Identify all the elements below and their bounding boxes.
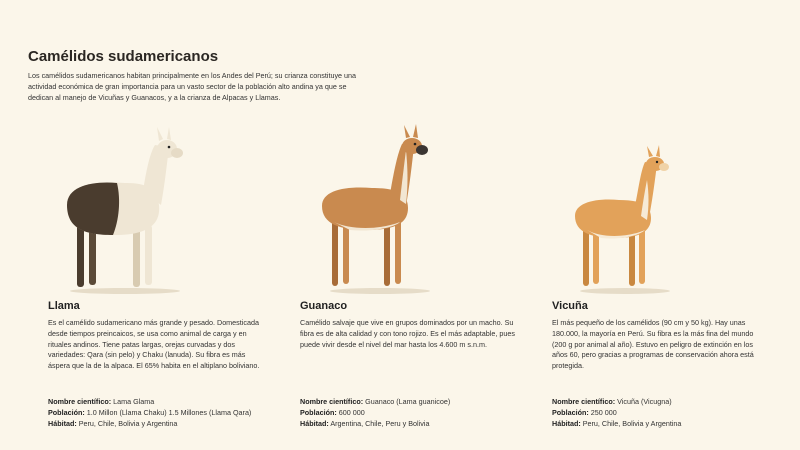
population-value: 600 000 (338, 408, 365, 417)
population-value: 1.0 Millon (Llama Chaku) 1.5 Millones (Llama Qara) (86, 408, 252, 417)
fact-label: Nombre científico: (552, 397, 616, 406)
fact-label: Población: (552, 408, 589, 417)
scientific-name-value: Vicuña (Vicugna) (617, 397, 672, 406)
guanaco-illustration (310, 120, 450, 295)
animal-description: El más pequeño de los camélidos (90 cm y 50 kg). Hay unas 180.000, la mayoría en Perú. Su fibra es la más fina del mundo (200 g por animal al año). Estuvo en peligro de extinción en los años 60, pero gracias a programas de conservación ahora está protegida. (552, 318, 754, 371)
animal-card-llama (48, 300, 263, 429)
animal-name: Guanaco (300, 300, 348, 312)
fact-label: Hábitad: (300, 419, 329, 428)
vicuna-illustration (565, 140, 685, 295)
animal-facts (48, 396, 263, 429)
fact-label: Población: (48, 408, 85, 417)
animal-facts (300, 396, 515, 429)
page-title: Camélidos sudamericanos (28, 48, 219, 65)
habitat-value: Peru, Chile, Bolivia y Argentina (78, 419, 178, 428)
animal-card-vicuna (552, 300, 767, 429)
animal-card-guanaco (300, 300, 515, 429)
fact-label: Nombre científico: (48, 397, 112, 406)
fact-label: Hábitad: (48, 419, 77, 428)
animal-name: Llama (48, 300, 80, 312)
habitat-value: Argentina, Chile, Peru y Bolivia (330, 419, 430, 428)
animal-description: Camélido salvaje que vive en grupos dominados por un macho. Su fibra es de alta calidad y con tono rojizo. Es el más adaptable, pues puede vivir desde el nivel del mar hasta los 4.600 m s.n.m. (300, 318, 515, 349)
fact-label: Hábitad: (552, 419, 581, 428)
animal-name: Vicuña (552, 300, 588, 312)
llama-illustration (55, 125, 195, 295)
animal-facts (552, 396, 767, 429)
scientific-name-value: Guanaco (Lama guanicoe) (365, 397, 451, 406)
intro-paragraph: Los camélidos sudamericanos habitan principalmente en los Andes del Perú; su crianza constituye una actividad económica de gran importancia para un vasto sector de la población alto andina ya que se dedican al manejo de Vicuñas y Guanacos, y a la crianza de Alpacas y Llamas. (28, 71, 357, 102)
scientific-name-value: Lama Glama (113, 397, 155, 406)
population-value: 250 000 (590, 408, 617, 417)
habitat-value: Peru, Chile, Bolivia y Argentina (582, 419, 682, 428)
fact-label: Nombre científico: (300, 397, 364, 406)
fact-label: Población: (300, 408, 337, 417)
animal-description: Es el camélido sudamericano más grande y pesado. Domesticada desde tiempos preincaicos, se usa como animal de carga y en rituales andinos. Tiene patas largas, orejas curvadas y dos variedades: Qara (sin pelo) y Chaku (lanuda). Su fibra es más áspera que la de la alpaca. El 65% habita en el altiplano boliviano. (48, 318, 260, 371)
